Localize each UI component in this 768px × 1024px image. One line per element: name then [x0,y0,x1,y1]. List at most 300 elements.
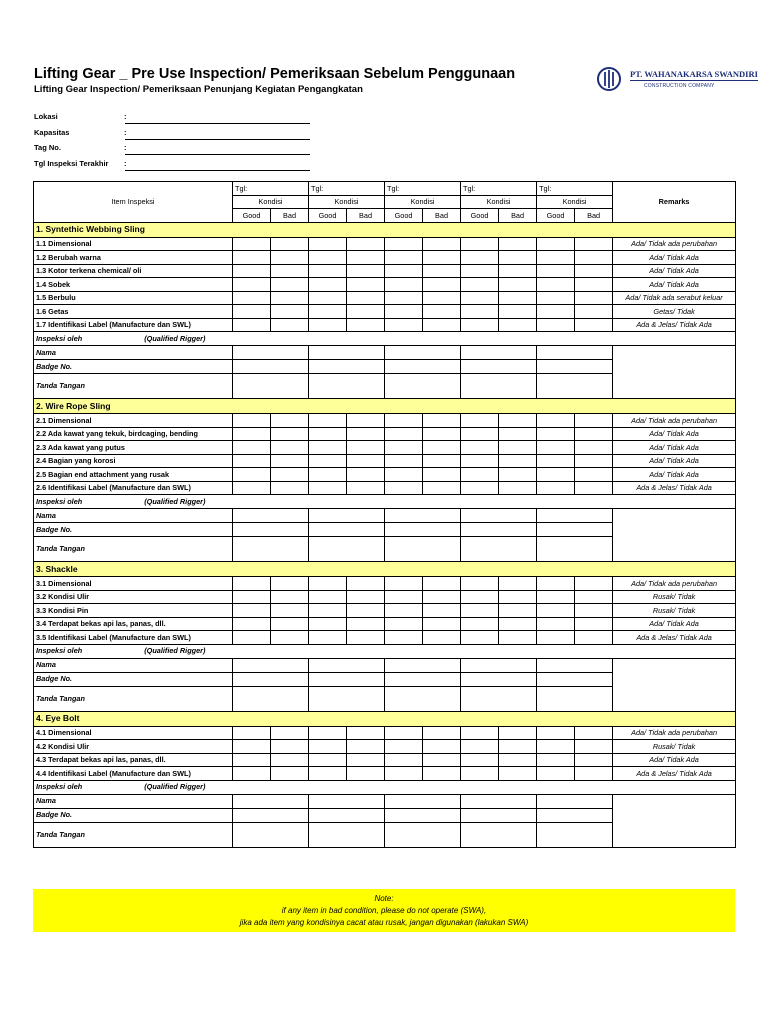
condition-cell[interactable] [423,318,461,332]
condition-cell[interactable] [385,305,423,319]
condition-cell[interactable] [271,237,309,251]
condition-cell[interactable] [347,604,385,618]
nama-cell[interactable] [461,658,537,672]
condition-cell[interactable] [499,726,537,740]
condition-cell[interactable] [385,481,423,495]
condition-cell[interactable] [233,414,271,428]
condition-cell[interactable] [233,767,271,781]
condition-cell[interactable] [233,753,271,767]
condition-cell[interactable] [575,441,613,455]
condition-cell[interactable] [461,604,499,618]
condition-cell[interactable] [499,617,537,631]
condition-cell[interactable] [385,726,423,740]
tgl-header[interactable]: Tgl: [537,182,613,196]
badge-cell[interactable] [461,672,537,686]
condition-cell[interactable] [309,631,347,645]
tgl-header[interactable]: Tgl: [233,182,309,196]
condition-cell[interactable] [309,767,347,781]
condition-cell[interactable] [575,590,613,604]
condition-cell[interactable] [271,767,309,781]
condition-cell[interactable] [347,237,385,251]
condition-cell[interactable] [461,726,499,740]
condition-cell[interactable] [385,590,423,604]
condition-cell[interactable] [461,577,499,591]
condition-cell[interactable] [499,414,537,428]
badge-cell[interactable] [309,672,385,686]
nama-cell[interactable] [233,509,309,523]
badge-cell[interactable] [385,360,461,374]
condition-cell[interactable] [499,278,537,292]
condition-cell[interactable] [575,767,613,781]
condition-cell[interactable] [309,427,347,441]
condition-cell[interactable] [423,617,461,631]
condition-cell[interactable] [233,278,271,292]
condition-cell[interactable] [575,264,613,278]
condition-cell[interactable] [271,631,309,645]
condition-cell[interactable] [537,251,575,265]
signature-remarks-cell[interactable] [613,346,736,399]
condition-cell[interactable] [461,631,499,645]
condition-cell[interactable] [537,726,575,740]
signature-remarks-cell[interactable] [613,658,736,711]
condition-cell[interactable] [385,278,423,292]
condition-cell[interactable] [271,468,309,482]
condition-cell[interactable] [385,441,423,455]
condition-cell[interactable] [423,577,461,591]
condition-cell[interactable] [461,278,499,292]
field-line[interactable] [125,154,310,155]
badge-cell[interactable] [309,808,385,822]
condition-cell[interactable] [461,617,499,631]
signature-cell[interactable] [309,374,385,399]
condition-cell[interactable] [385,753,423,767]
condition-cell[interactable] [461,468,499,482]
condition-cell[interactable] [271,251,309,265]
nama-cell[interactable] [309,509,385,523]
condition-cell[interactable] [537,468,575,482]
condition-cell[interactable] [537,264,575,278]
condition-cell[interactable] [347,441,385,455]
condition-cell[interactable] [537,767,575,781]
condition-cell[interactable] [537,278,575,292]
condition-cell[interactable] [499,318,537,332]
condition-cell[interactable] [347,767,385,781]
badge-cell[interactable] [233,360,309,374]
condition-cell[interactable] [575,617,613,631]
condition-cell[interactable] [347,278,385,292]
badge-cell[interactable] [537,672,613,686]
condition-cell[interactable] [385,468,423,482]
signature-cell[interactable] [537,822,613,847]
signature-cell[interactable] [233,537,309,562]
condition-cell[interactable] [461,305,499,319]
condition-cell[interactable] [499,291,537,305]
condition-cell[interactable] [233,631,271,645]
condition-cell[interactable] [461,427,499,441]
condition-cell[interactable] [575,278,613,292]
condition-cell[interactable] [233,726,271,740]
signature-cell[interactable] [461,537,537,562]
condition-cell[interactable] [347,305,385,319]
condition-cell[interactable] [309,468,347,482]
badge-cell[interactable] [461,808,537,822]
condition-cell[interactable] [537,305,575,319]
condition-cell[interactable] [461,414,499,428]
condition-cell[interactable] [233,454,271,468]
condition-cell[interactable] [309,726,347,740]
condition-cell[interactable] [347,291,385,305]
condition-cell[interactable] [271,577,309,591]
field-line[interactable] [125,170,310,171]
condition-cell[interactable] [347,726,385,740]
condition-cell[interactable] [347,481,385,495]
condition-cell[interactable] [461,441,499,455]
field-tag-no[interactable] [34,141,310,157]
condition-cell[interactable] [347,251,385,265]
tgl-header[interactable]: Tgl: [309,182,385,196]
nama-row [34,794,736,808]
condition-cell[interactable] [423,753,461,767]
signature-cell[interactable] [309,686,385,711]
condition-cell[interactable] [385,740,423,754]
condition-cell[interactable] [309,414,347,428]
condition-cell[interactable] [309,237,347,251]
condition-cell[interactable] [385,251,423,265]
condition-cell[interactable] [575,726,613,740]
badge-cell[interactable] [461,360,537,374]
nama-cell[interactable] [385,346,461,360]
condition-cell[interactable] [271,481,309,495]
condition-cell[interactable] [271,454,309,468]
condition-cell[interactable] [385,604,423,618]
condition-cell[interactable] [537,237,575,251]
condition-cell[interactable] [537,740,575,754]
condition-cell[interactable] [499,264,537,278]
condition-cell[interactable] [347,414,385,428]
condition-cell[interactable] [499,441,537,455]
nama-cell[interactable] [233,346,309,360]
condition-cell[interactable] [499,454,537,468]
condition-cell[interactable] [233,291,271,305]
condition-cell[interactable] [461,753,499,767]
condition-cell[interactable] [537,617,575,631]
condition-cell[interactable] [423,237,461,251]
condition-cell[interactable] [385,318,423,332]
condition-cell[interactable] [309,753,347,767]
nama-cell[interactable] [537,794,613,808]
condition-cell[interactable] [423,427,461,441]
condition-cell[interactable] [499,740,537,754]
condition-cell[interactable] [499,767,537,781]
signature-cell[interactable] [385,374,461,399]
condition-cell[interactable] [423,251,461,265]
condition-cell[interactable] [233,251,271,265]
condition-cell[interactable] [575,237,613,251]
condition-cell[interactable] [537,577,575,591]
badge-cell[interactable] [461,523,537,537]
condition-cell[interactable] [233,237,271,251]
condition-cell[interactable] [385,631,423,645]
signature-remarks-cell[interactable] [613,794,736,847]
condition-cell[interactable] [271,264,309,278]
field-tgl-inspeksi-terakhir[interactable] [34,157,310,173]
condition-cell[interactable] [423,264,461,278]
condition-cell[interactable] [233,264,271,278]
signature-cell[interactable] [461,822,537,847]
condition-cell[interactable] [499,590,537,604]
condition-cell[interactable] [537,481,575,495]
condition-cell[interactable] [537,753,575,767]
condition-cell[interactable] [233,617,271,631]
condition-cell[interactable] [271,305,309,319]
condition-cell[interactable] [423,590,461,604]
condition-cell[interactable] [385,454,423,468]
badge-cell[interactable] [233,672,309,686]
badge-cell[interactable] [537,360,613,374]
nama-cell[interactable] [233,658,309,672]
condition-cell[interactable] [461,481,499,495]
badge-cell[interactable] [385,808,461,822]
condition-cell[interactable] [499,468,537,482]
condition-cell[interactable] [575,577,613,591]
condition-cell[interactable] [271,740,309,754]
nama-cell[interactable] [309,794,385,808]
condition-cell[interactable] [537,590,575,604]
nama-cell[interactable] [461,346,537,360]
condition-cell[interactable] [423,305,461,319]
condition-cell[interactable] [499,481,537,495]
condition-cell[interactable] [575,753,613,767]
condition-cell[interactable] [575,305,613,319]
badge-cell[interactable] [233,523,309,537]
signature-remarks-cell[interactable] [613,509,736,562]
condition-cell[interactable] [271,753,309,767]
condition-cell[interactable] [537,454,575,468]
condition-cell[interactable] [461,454,499,468]
condition-cell[interactable] [385,291,423,305]
condition-cell[interactable] [461,590,499,604]
badge-cell[interactable] [309,523,385,537]
field-lokasi[interactable] [34,110,310,126]
condition-cell[interactable] [575,251,613,265]
nama-cell[interactable] [461,794,537,808]
condition-cell[interactable] [537,631,575,645]
condition-cell[interactable] [423,631,461,645]
condition-cell[interactable] [309,481,347,495]
condition-cell[interactable] [347,617,385,631]
condition-cell[interactable] [309,441,347,455]
condition-cell[interactable] [271,291,309,305]
condition-cell[interactable] [461,318,499,332]
condition-cell[interactable] [233,441,271,455]
condition-cell[interactable] [233,305,271,319]
nama-cell[interactable] [537,509,613,523]
condition-cell[interactable] [309,590,347,604]
condition-cell[interactable] [423,454,461,468]
condition-cell[interactable] [385,617,423,631]
condition-cell[interactable] [347,454,385,468]
condition-cell[interactable] [461,740,499,754]
signature-cell[interactable] [309,537,385,562]
condition-cell[interactable] [385,237,423,251]
condition-cell[interactable] [575,740,613,754]
nama-cell[interactable] [537,346,613,360]
condition-cell[interactable] [575,427,613,441]
nama-cell[interactable] [385,658,461,672]
field-kapasitas[interactable] [34,126,310,142]
condition-cell[interactable] [233,427,271,441]
tgl-header[interactable]: Tgl: [385,182,461,196]
condition-cell[interactable] [499,604,537,618]
signature-cell[interactable] [233,686,309,711]
condition-cell[interactable] [575,318,613,332]
condition-cell[interactable] [385,427,423,441]
condition-cell[interactable] [499,305,537,319]
condition-cell[interactable] [423,481,461,495]
condition-cell[interactable] [309,264,347,278]
condition-cell[interactable] [271,427,309,441]
badge-cell[interactable] [537,523,613,537]
condition-cell[interactable] [233,740,271,754]
nama-cell[interactable] [537,658,613,672]
badge-cell[interactable] [537,808,613,822]
condition-cell[interactable] [347,264,385,278]
condition-cell[interactable] [575,468,613,482]
condition-cell[interactable] [499,427,537,441]
signature-cell[interactable] [385,822,461,847]
condition-cell[interactable] [309,604,347,618]
condition-cell[interactable] [271,590,309,604]
condition-cell[interactable] [233,481,271,495]
condition-cell[interactable] [423,278,461,292]
condition-cell[interactable] [537,427,575,441]
nama-cell[interactable] [461,509,537,523]
condition-cell[interactable] [575,454,613,468]
condition-cell[interactable] [423,291,461,305]
inspected-by-label: Inspeksi oleh [36,496,83,506]
condition-cell[interactable] [537,441,575,455]
condition-cell[interactable] [461,237,499,251]
signature-cell[interactable] [233,822,309,847]
signature-cell[interactable] [233,374,309,399]
condition-cell[interactable] [537,318,575,332]
condition-cell[interactable] [537,414,575,428]
condition-cell[interactable] [423,740,461,754]
nama-cell[interactable] [309,346,385,360]
badge-cell[interactable] [385,672,461,686]
condition-cell[interactable] [385,767,423,781]
condition-cell[interactable] [271,414,309,428]
condition-cell[interactable] [461,767,499,781]
condition-cell[interactable] [347,631,385,645]
tgl-header[interactable]: Tgl: [461,182,537,196]
condition-cell[interactable] [309,454,347,468]
condition-cell[interactable] [233,590,271,604]
condition-cell[interactable] [461,291,499,305]
condition-cell[interactable] [233,318,271,332]
condition-cell[interactable] [499,577,537,591]
condition-cell[interactable] [537,291,575,305]
condition-cell[interactable] [499,251,537,265]
condition-cell[interactable] [423,468,461,482]
badge-cell[interactable] [385,523,461,537]
condition-cell[interactable] [309,291,347,305]
signature-cell[interactable] [461,686,537,711]
condition-cell[interactable] [347,577,385,591]
condition-cell[interactable] [423,441,461,455]
signature-cell[interactable] [537,537,613,562]
condition-cell[interactable] [233,468,271,482]
condition-cell[interactable] [271,726,309,740]
nama-cell[interactable] [385,794,461,808]
condition-cell[interactable] [309,305,347,319]
condition-cell[interactable] [309,617,347,631]
condition-cell[interactable] [385,264,423,278]
condition-cell[interactable] [271,441,309,455]
condition-cell[interactable] [499,753,537,767]
condition-cell[interactable] [347,753,385,767]
condition-cell[interactable] [423,767,461,781]
condition-cell[interactable] [309,740,347,754]
condition-cell[interactable] [385,414,423,428]
condition-cell[interactable] [347,468,385,482]
signature-cell[interactable] [385,537,461,562]
condition-cell[interactable] [499,631,537,645]
condition-cell[interactable] [423,414,461,428]
nama-cell[interactable] [385,509,461,523]
condition-cell[interactable] [347,318,385,332]
condition-cell[interactable] [271,617,309,631]
badge-cell[interactable] [233,808,309,822]
condition-cell[interactable] [271,604,309,618]
condition-cell[interactable] [575,414,613,428]
signature-cell[interactable] [461,374,537,399]
condition-cell[interactable] [575,604,613,618]
condition-cell[interactable] [423,604,461,618]
condition-cell[interactable] [385,577,423,591]
condition-cell[interactable] [347,740,385,754]
condition-cell[interactable] [537,604,575,618]
condition-cell[interactable] [461,251,499,265]
field-colon: : [124,127,127,137]
condition-cell[interactable] [309,577,347,591]
condition-cell[interactable] [575,631,613,645]
signature-cell[interactable] [385,686,461,711]
condition-cell[interactable] [575,291,613,305]
condition-cell[interactable] [347,590,385,604]
condition-cell[interactable] [309,251,347,265]
signature-cell[interactable] [309,822,385,847]
condition-cell[interactable] [347,427,385,441]
condition-cell[interactable] [233,577,271,591]
condition-cell[interactable] [499,237,537,251]
field-line[interactable] [125,123,310,124]
condition-cell[interactable] [271,278,309,292]
condition-cell[interactable] [309,318,347,332]
condition-cell[interactable] [461,264,499,278]
condition-cell[interactable] [233,604,271,618]
signature-cell[interactable] [537,374,613,399]
field-line[interactable] [125,139,310,140]
condition-cell[interactable] [271,318,309,332]
badge-cell[interactable] [309,360,385,374]
signature-cell[interactable] [537,686,613,711]
condition-cell[interactable] [423,726,461,740]
nama-cell[interactable] [233,794,309,808]
condition-cell[interactable] [575,481,613,495]
nama-cell[interactable] [309,658,385,672]
condition-cell[interactable] [309,278,347,292]
